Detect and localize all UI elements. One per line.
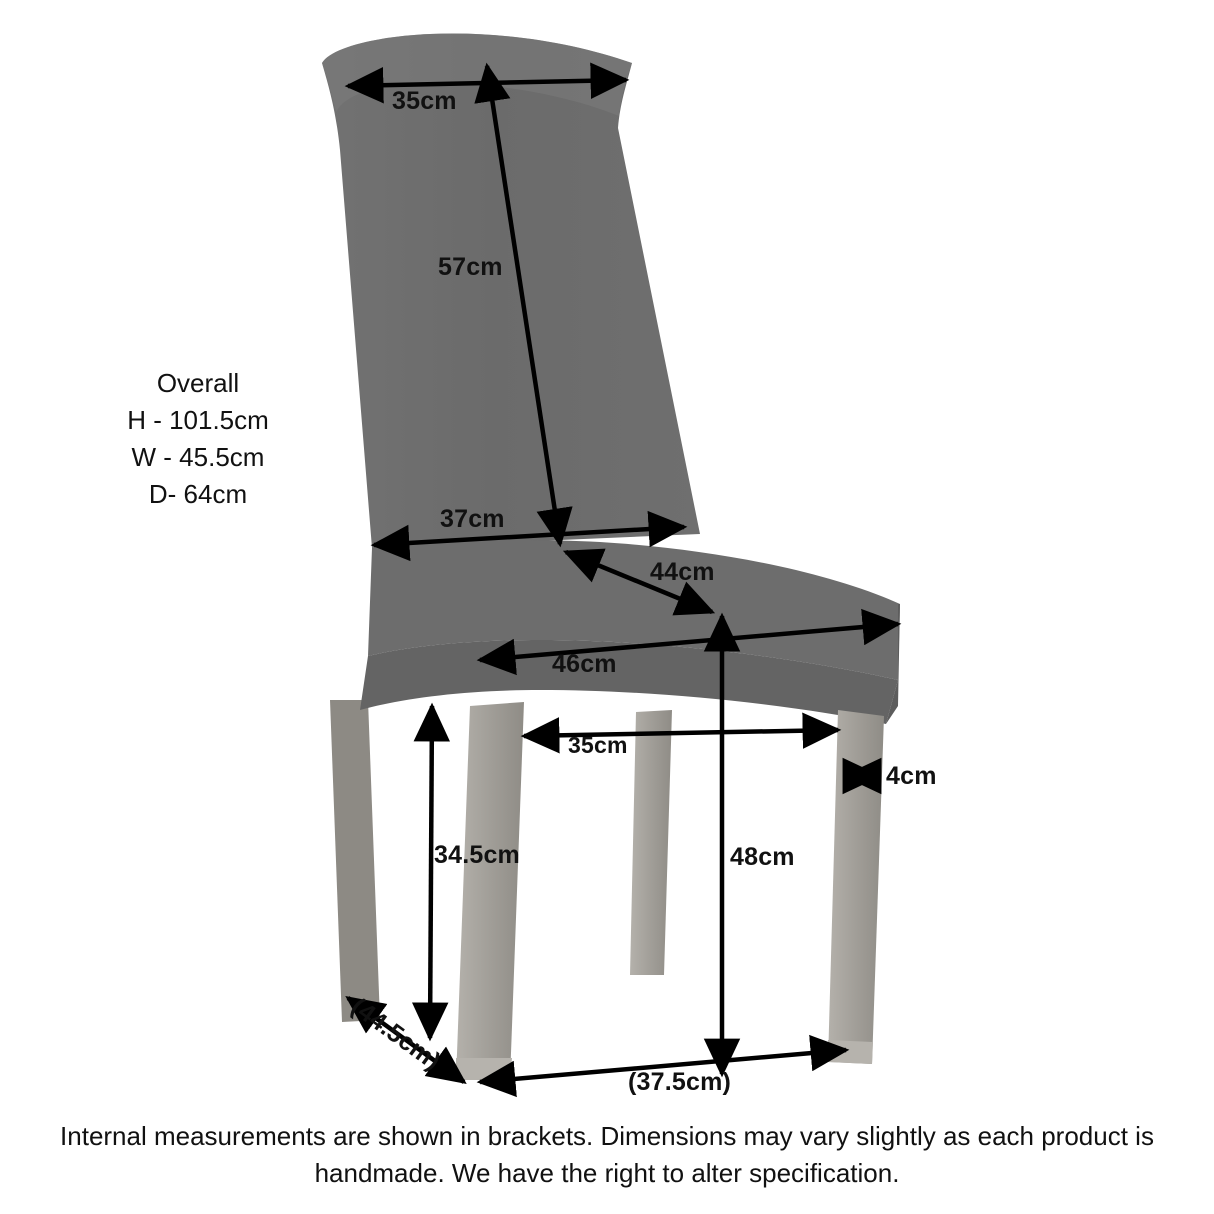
chair-front-left-foot	[456, 1058, 512, 1080]
label-internal-width: (37.5cm)	[628, 1068, 732, 1096]
label-internal-depth: (44.5cm)	[345, 992, 446, 1076]
chair-front-left-leg	[456, 702, 524, 1080]
label-leg-thickness: 4cm	[886, 762, 937, 790]
label-seat-depth-diagonal: 44cm	[650, 558, 715, 586]
overall-dimensions-block	[78, 365, 318, 513]
label-back-height-diagonal: 57cm	[438, 253, 503, 281]
label-seat-front-width: 46cm	[552, 650, 617, 678]
label-seat-back-width: 37cm	[440, 505, 505, 533]
chair-rear-left-leg	[330, 700, 380, 1022]
footnote-text: Internal measurements are shown in brackets. Dimensions may vary slightly as each product is handmade. We have the right to alter specification.	[60, 1121, 1154, 1188]
chair-front-right-leg	[828, 710, 884, 1064]
overall-depth: D- 64cm	[148, 479, 248, 509]
overall-title: Overall	[156, 368, 240, 398]
label-back-width: 35cm	[392, 87, 457, 115]
label-seat-height-back: 48cm	[730, 843, 795, 871]
label-seat-height-front: 34.5cm	[434, 841, 520, 869]
overall-width: W - 45.5cm	[131, 442, 265, 472]
chair-backrest	[322, 34, 700, 548]
chair-illustration	[322, 34, 900, 1080]
chair-rear-right-leg	[630, 710, 672, 975]
dimline-seat-height-front	[430, 706, 432, 1038]
label-leg-span-inner: 35cm	[568, 732, 628, 758]
overall-height: H - 101.5cm	[127, 405, 269, 435]
